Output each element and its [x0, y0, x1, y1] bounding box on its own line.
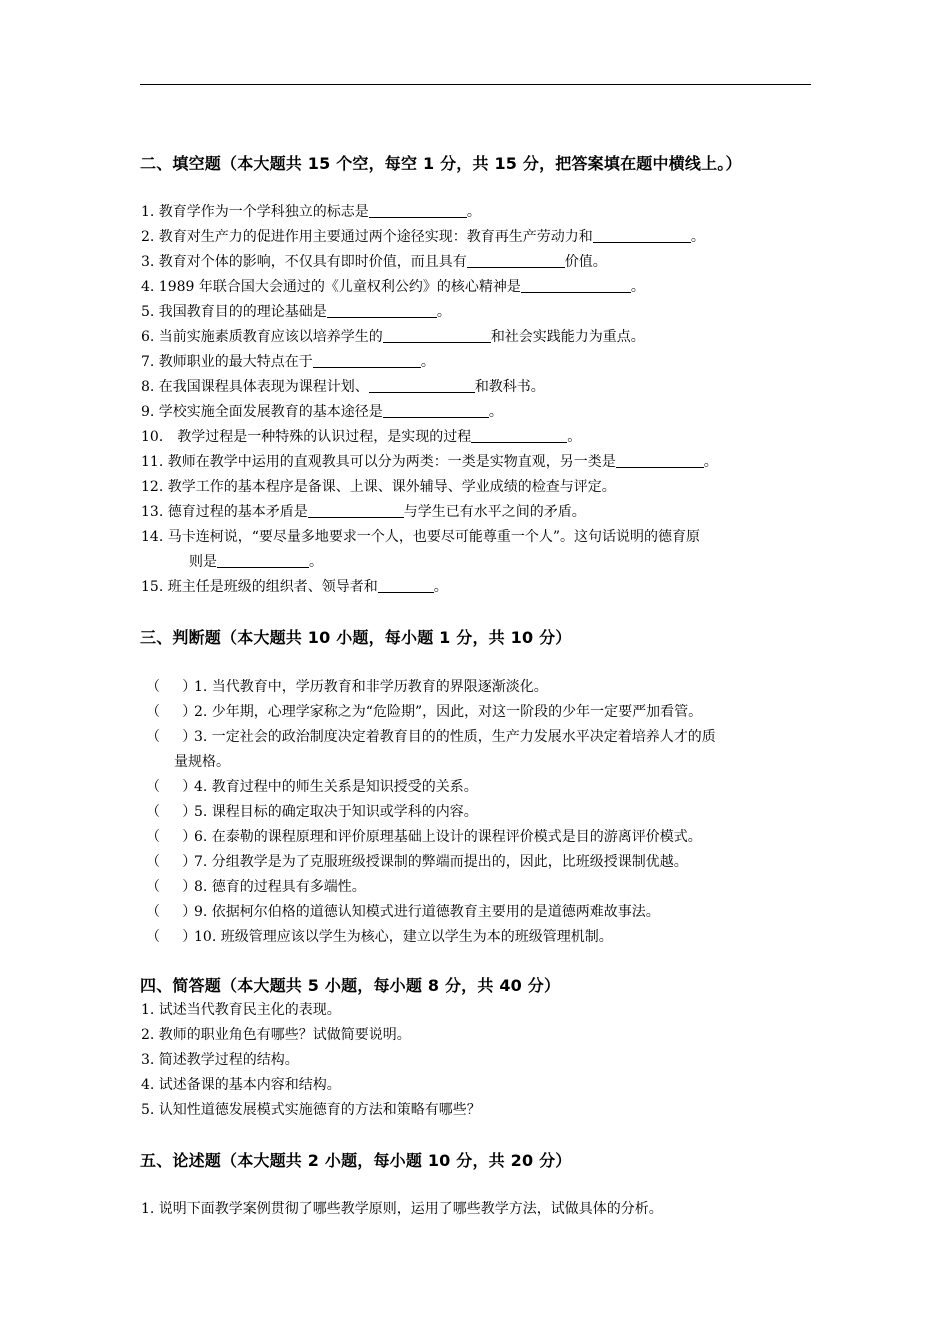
judge-item-1: （ ）1. 当代教育中，学历教育和非学历教育的界限逐渐淡化。 [146, 679, 548, 695]
answer-bracket[interactable]: （ ） [146, 779, 197, 795]
answer-blank[interactable] [467, 253, 565, 268]
short-item-3: 3. 简述教学过程的结构。 [141, 1052, 299, 1068]
fill-item-2: 2. 教育对生产力的促进作用主要通过两个途径实现：教育再生产劳动力和 。 [141, 229, 705, 245]
answer-bracket[interactable]: （ ） [146, 804, 197, 820]
answer-bracket[interactable]: （ ） [146, 854, 197, 870]
fill-item-14: 14. 马卡连柯说，“要尽量多地要求一个人，也要尽可能尊重一个人”。这句话说明的德育原 [141, 529, 701, 545]
judge-section-heading: 三、判断题（本大题共 10 小题，每小题 1 分，共 10 分） [140, 628, 572, 647]
fill-section-heading: 二、填空题（本大题共 15 个空，每空 1 分，共 15 分，把答案填在题中横线上。） [140, 154, 742, 173]
judge-item-6: （ ）6. 在泰勒的课程原理和评价原理基础上设计的课程评价模式是目的游离评价模式。 [146, 829, 702, 845]
answer-blank[interactable] [369, 378, 475, 393]
fill-item-12: 12. 教学工作的基本程序是备课、上课、课外辅导、学业成绩的检查与评定。 [141, 479, 616, 495]
answer-blank[interactable] [308, 503, 404, 518]
judge-item-2: （ ）2. 少年期，心理学家称之为“危险期”，因此，对这一阶段的少年一定要严加看管。 [146, 704, 703, 720]
judge-item-9: （ ）9. 依据柯尔伯格的道德认知模式进行道德教育主要用的是道德两难故事法。 [146, 904, 660, 920]
fill-item-9: 9. 学校实施全面发展教育的基本途径是 。 [141, 404, 503, 420]
answer-bracket[interactable]: （ ） [146, 879, 197, 895]
fill-item-5: 5. 我国教育目的的理论基础是 。 [141, 304, 451, 320]
short-answer-section-heading: 四、简答题（本大题共 5 小题，每小题 8 分，共 40 分） [140, 976, 561, 995]
short-item-1: 1. 试述当代教育民主化的表现。 [141, 1002, 341, 1018]
fill-item-8: 8. 在我国课程具体表现为课程计划、 和教科书。 [141, 379, 545, 395]
answer-blank[interactable] [383, 328, 491, 343]
fill-item-14-cont: 则是 。 [189, 554, 323, 570]
answer-blank[interactable] [616, 453, 704, 468]
short-item-5: 5. 认知性道德发展模式实施德育的方法和策略有哪些？ [141, 1102, 481, 1118]
answer-blank[interactable] [327, 303, 437, 318]
judge-item-3: （ ）3. 一定社会的政治制度决定着教育目的的性质，生产力发展水平决定着培养人才的质 [146, 729, 716, 745]
fill-item-10: 10． 教学过程是一种特殊的认识过程，是实现的过程 。 [141, 429, 582, 445]
fill-item-6: 6. 当前实施素质教育应该以培养学生的 和社会实践能力为重点。 [141, 329, 645, 345]
answer-bracket[interactable]: （ ） [146, 904, 197, 920]
fill-item-15: 15. 班主任是班级的组织者、领导者和 。 [141, 579, 448, 595]
fill-item-7: 7. 教师职业的最大特点在于 。 [141, 354, 435, 370]
judge-item-5: （ ）5. 课程目标的确定取决于知识或学科的内容。 [146, 804, 478, 820]
essay-item-1: 1. 说明下面教学案例贯彻了哪些教学原则，运用了哪些教学方法，试做具体的分析。 [141, 1201, 663, 1217]
answer-blank[interactable] [217, 553, 309, 568]
judge-item-4: （ ）4. 教育过程中的师生关系是知识授受的关系。 [146, 779, 478, 795]
judge-item-7: （ ）7. 分组教学是为了克服班级授课制的弊端而提出的，因此，比班级授课制优越。 [146, 854, 688, 870]
judge-item-8: （ ）8. 德育的过程具有多端性。 [146, 879, 366, 895]
short-item-2: 2. 教师的职业角色有哪些？试做简要说明。 [141, 1027, 411, 1043]
answer-bracket[interactable]: （ ） [146, 929, 197, 945]
answer-blank[interactable] [383, 403, 489, 418]
answer-blank[interactable] [369, 203, 467, 218]
judge-item-10: （ ）10. 班级管理应该以学生为核心，建立以学生为本的班级管理机制。 [146, 929, 613, 945]
fill-item-1: 1. 教育学作为一个学科独立的标志是 。 [141, 204, 481, 220]
top-rule [140, 84, 811, 85]
answer-bracket[interactable]: （ ） [146, 729, 197, 745]
answer-blank[interactable] [378, 578, 434, 593]
answer-blank[interactable] [593, 228, 691, 243]
fill-item-4: 4. 1989 年联合国大会通过的《儿童权利公约》的核心精神是 。 [141, 279, 645, 295]
fill-item-11: 11. 教师在教学中运用的直观教具可以分为两类：一类是实物直观，另一类是 。 [141, 454, 718, 470]
answer-blank[interactable] [471, 428, 567, 443]
fill-item-3: 3. 教育对个体的影响，不仅具有即时价值，而且具有 价值。 [141, 254, 607, 270]
answer-bracket[interactable]: （ ） [146, 829, 197, 845]
fill-item-13: 13. 德育过程的基本矛盾是 与学生已有水平之间的矛盾。 [141, 504, 586, 520]
answer-blank[interactable] [521, 278, 631, 293]
answer-bracket[interactable]: （ ） [146, 704, 197, 720]
short-item-4: 4. 试述备课的基本内容和结构。 [141, 1077, 341, 1093]
answer-blank[interactable] [313, 353, 421, 368]
judge-item-3-cont: 量规格。 [174, 754, 230, 770]
essay-section-heading: 五、论述题（本大题共 2 小题，每小题 10 分，共 20 分） [140, 1151, 572, 1170]
answer-bracket[interactable]: （ ） [146, 679, 197, 695]
